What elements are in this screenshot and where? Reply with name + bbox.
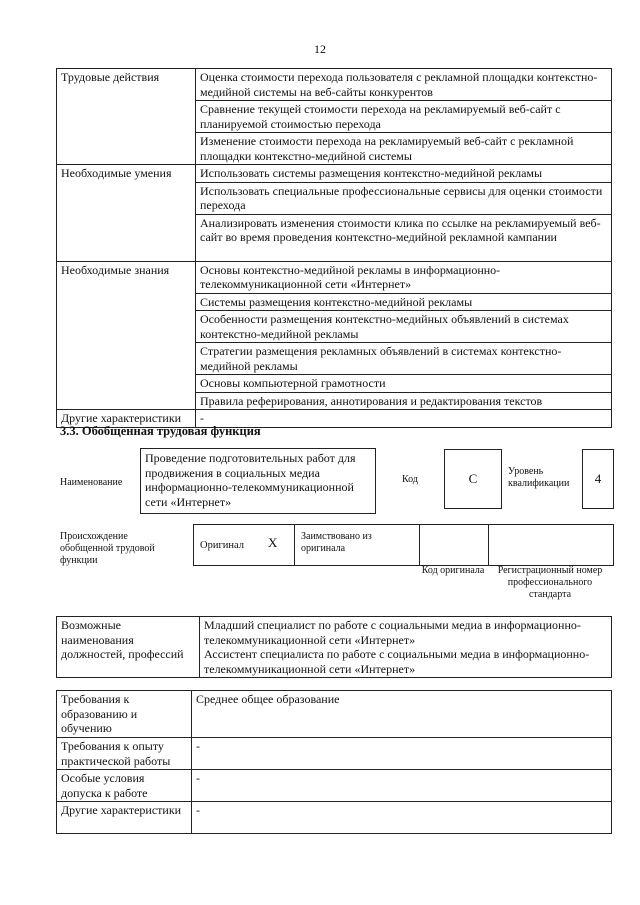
table-cell: Изменение стоимости перехода на рекламируемый веб-сайт с рекламной площадки контекстно-медийной системы	[196, 133, 612, 165]
row-label: Другие характеристики	[57, 802, 192, 834]
table-cell: Использовать системы размещения контекстно-медийной рекламы	[196, 165, 612, 183]
origin-borrowed-cell	[294, 524, 420, 566]
table-row	[57, 770, 612, 802]
table-row	[57, 691, 612, 738]
table-cell: Среднее общее образование	[192, 691, 612, 738]
table-cell: -	[196, 410, 612, 428]
function-name: Проведение подготовительных работ для продвижения в социальных медиа информационно-телекоммуникационной сети «Интернет»	[140, 448, 376, 514]
section-title: 3.3. Обобщенная трудовая функция	[60, 424, 261, 438]
table-cell: Особенности размещения контекстно-медийных объявлений в системах контекстно-медийной рекламы	[196, 311, 612, 343]
table-cell: Сравнение текущей стоимости перехода на рекламируемый веб-сайт с планируемой стоимостью перехода	[196, 101, 612, 133]
original-label: Оригинал	[200, 540, 244, 551]
table-cell	[200, 617, 612, 678]
table-cell: Оценка стоимости перехода пользователя с рекламной площадки контекстно-медийной системы на веб-сайты конкурентов	[196, 69, 612, 101]
level-value: 4	[582, 449, 614, 509]
table-cell: Стратегии размещения рекламных объявлений в системах контекстно-медийной рекламы	[196, 343, 612, 375]
table-cell: Основы компьютерной грамотности	[196, 375, 612, 393]
table-cell: -	[192, 738, 612, 770]
table-cell: Системы размещения контекстно-медийной рекламы	[196, 293, 612, 311]
origin-label: Происхождение обобщенной трудовой функции	[60, 531, 155, 566]
origin-original-cell	[193, 524, 295, 566]
requirements-table	[56, 690, 612, 834]
table-row	[57, 165, 612, 183]
row-label: Трудовые действия	[57, 69, 196, 165]
row-label: Другие характеристики	[57, 410, 196, 428]
table-row	[57, 617, 612, 678]
table-row	[57, 738, 612, 770]
table-cell: Правила реферирования, аннотирования и редактирования текстов	[196, 392, 612, 410]
position-line: Ассистент специалиста по работе с социальными медиа в информационно-телекоммуникационной сети «Интернет»	[204, 647, 590, 676]
table-row	[57, 69, 612, 101]
page-number: 12	[314, 42, 326, 56]
code-value: С	[444, 449, 502, 509]
name-label: Наименование	[60, 477, 123, 488]
position-line: Младший специалист по работе с социальными медиа в информационно-телекоммуникационной сети «Интернет»	[204, 618, 581, 647]
code-label: Код	[402, 474, 418, 485]
row-label: Требования к опыту практической работы	[57, 738, 192, 770]
table-cell: Использовать специальные профессиональные сервисы для оценки стоимости перехода	[196, 182, 612, 214]
origin-code-cell	[419, 524, 489, 566]
table-cell: Анализировать изменения стоимости клика по ссылке на рекламируемый веб-сайт во время проведения контекстно-медийной рекламной кампании	[196, 214, 612, 261]
table-cell: -	[192, 770, 612, 802]
origin-reg-cell	[488, 524, 614, 566]
row-label: Требования к образованию и обучению	[57, 691, 192, 738]
level-label: Уровень квалификации	[508, 466, 570, 489]
row-label: Возможные наименования должностей, профессий	[57, 617, 200, 678]
table-cell: -	[192, 802, 612, 834]
original-mark: Х	[268, 535, 278, 550]
table-cell: Основы контекстно-медийной рекламы в информационно-телекоммуникационной сети «Интернет»	[196, 261, 612, 293]
table-row	[57, 802, 612, 834]
row-label: Необходимые умения	[57, 165, 196, 262]
row-label: Необходимые знания	[57, 261, 196, 410]
reg-caption: Регистрационный номер профессионального стандарта	[497, 565, 603, 600]
table-row	[57, 261, 612, 293]
skills-table	[56, 68, 612, 428]
borrowed-label: Заимствовано из оригинала	[301, 531, 372, 554]
positions-table	[56, 616, 612, 678]
row-label: Особые условия допуска к работе	[57, 770, 192, 802]
code-caption: Код оригинала	[421, 565, 485, 576]
